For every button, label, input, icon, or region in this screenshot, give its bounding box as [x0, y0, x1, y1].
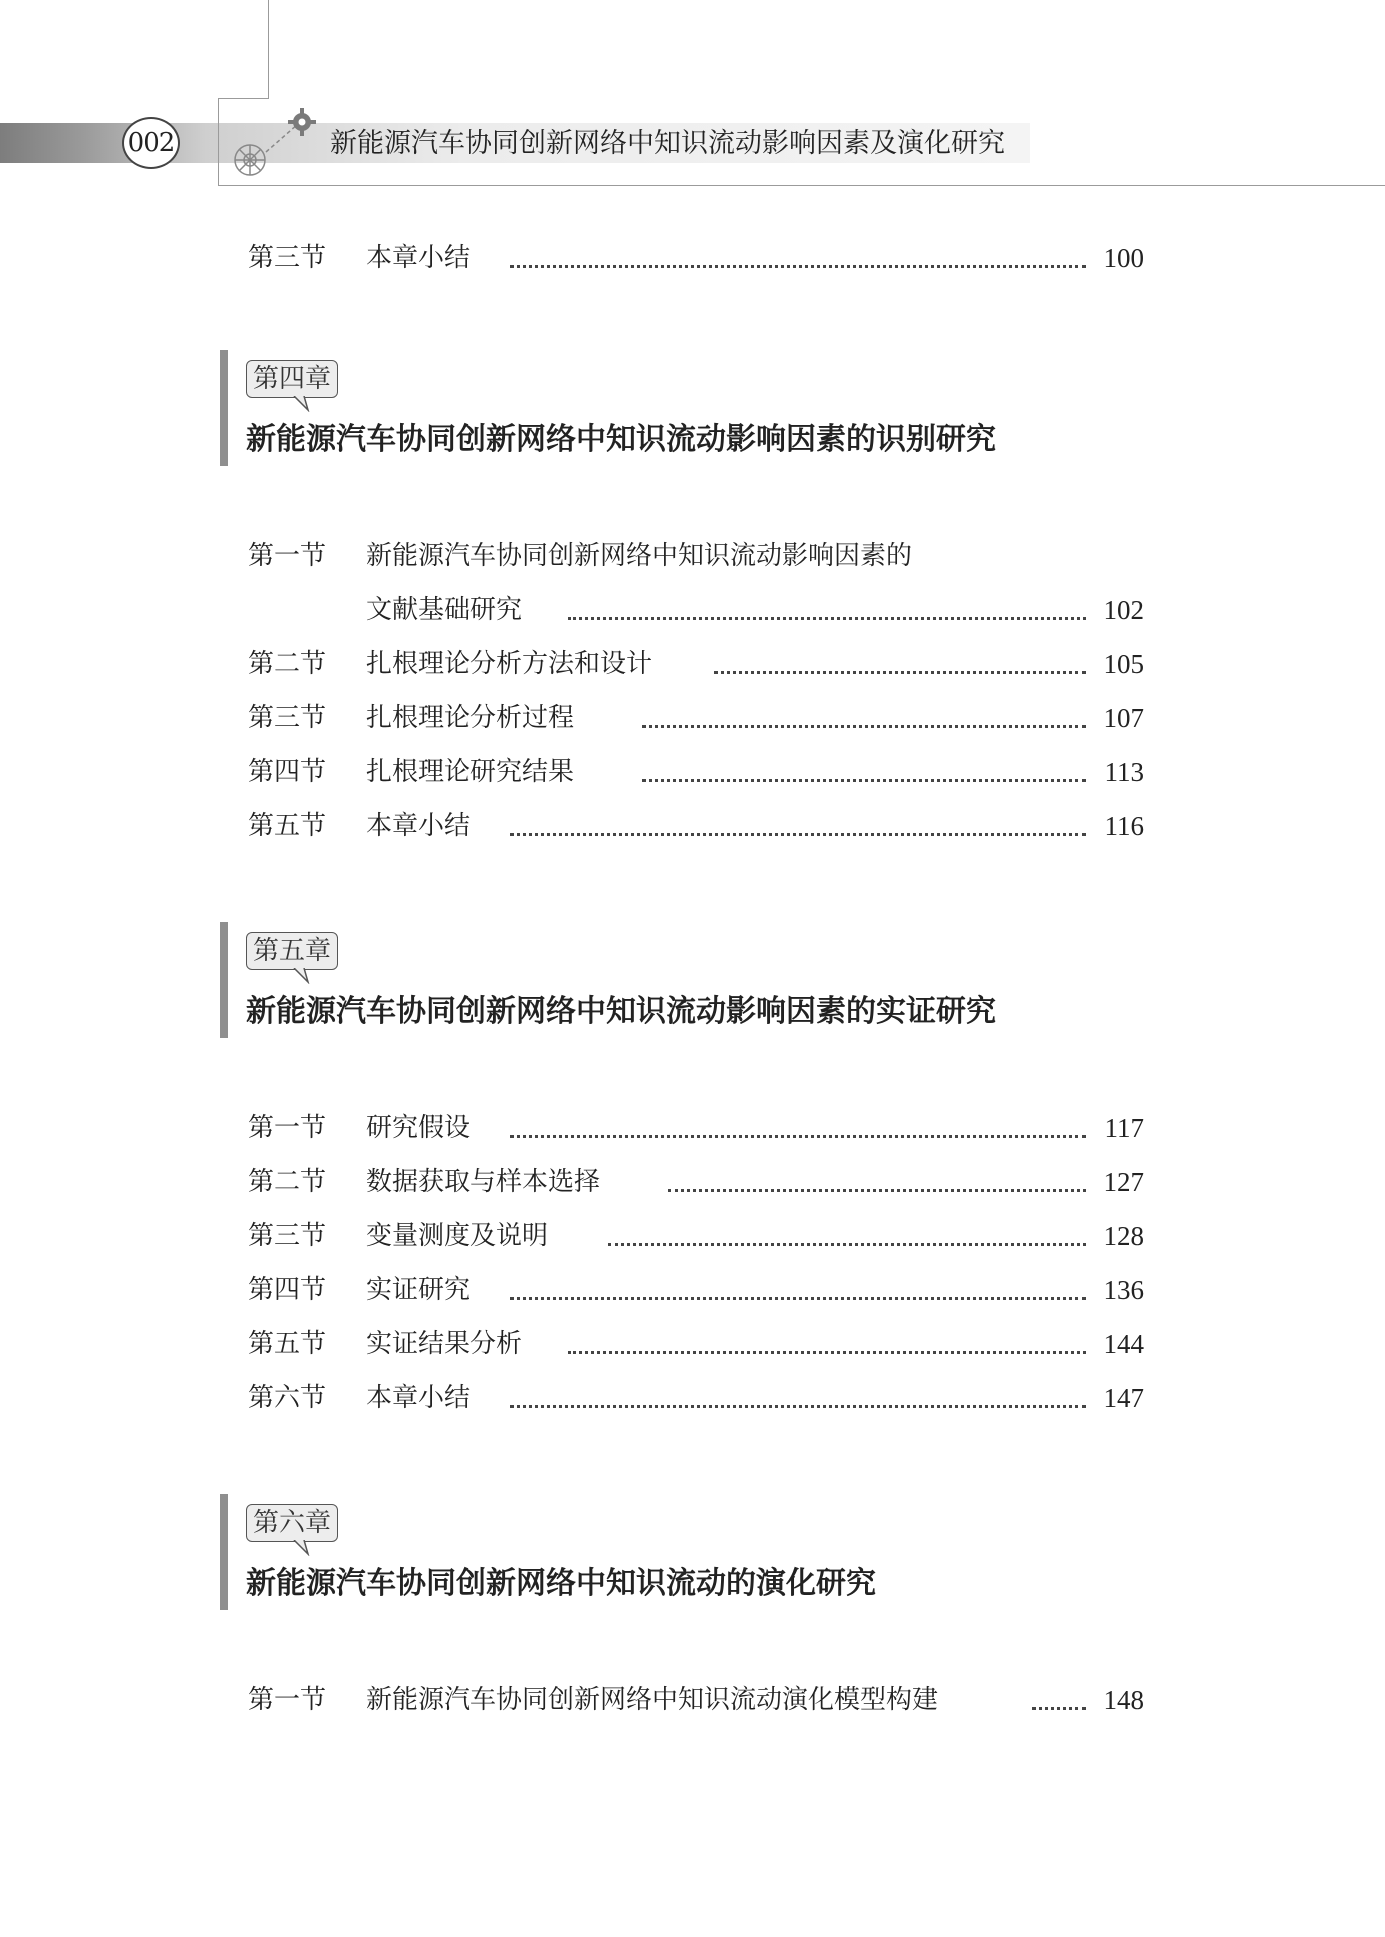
section-title: 本章小结 [366, 1383, 471, 1413]
section-title: 实证结果分析 [366, 1329, 523, 1359]
section-title: 新能源汽车协同创新网络中知识流动影响因素的 [366, 541, 913, 571]
dot-leader [668, 1189, 1086, 1192]
section-title: 数据获取与样本选择 [366, 1167, 601, 1197]
page-ref: 136 [1103, 1275, 1144, 1305]
page-ref: 113 [1104, 757, 1144, 787]
section-number: 第五节 [248, 811, 327, 841]
section-number: 第二节 [248, 1167, 327, 1197]
speech-bubble-tail-icon [292, 1540, 316, 1556]
dot-leader [642, 725, 1086, 728]
toc-entry[interactable] [248, 806, 1144, 846]
chapter-title: 新能源汽车协同创新网络中知识流动影响因素的实证研究 [246, 994, 996, 1029]
section-number: 第四节 [248, 757, 327, 787]
gear-wheel-icon [226, 108, 326, 184]
chapter-title: 新能源汽车协同创新网络中知识流动影响因素的识别研究 [246, 422, 996, 457]
section-title: 新能源汽车协同创新网络中知识流动演化模型构建 [366, 1685, 939, 1715]
speech-bubble-tail-icon [292, 968, 316, 984]
section-number: 第三节 [248, 1221, 327, 1251]
dot-leader [568, 1351, 1086, 1354]
toc-entry[interactable] [248, 1270, 1144, 1310]
page-ref: 147 [1103, 1383, 1144, 1413]
chapter-accent-bar [220, 1494, 228, 1610]
toc-entry[interactable] [248, 238, 1144, 278]
section-title: 变量测度及说明 [366, 1221, 549, 1251]
dot-leader [1032, 1707, 1086, 1710]
section-title: 实证研究 [366, 1275, 471, 1305]
chapter-label: 第五章 [246, 932, 338, 970]
header-frame-line [218, 98, 269, 99]
header-rule [218, 185, 1385, 186]
dot-leader [642, 779, 1086, 782]
section-number: 第一节 [248, 1685, 327, 1715]
dot-leader [510, 265, 1086, 268]
section-number: 第三节 [248, 243, 327, 273]
header-frame-line [218, 98, 219, 186]
page-ref: 128 [1103, 1221, 1144, 1251]
running-header-title: 新能源汽车协同创新网络中知识流动影响因素及演化研究 [330, 128, 1005, 159]
dot-leader [714, 671, 1086, 674]
toc-entry[interactable] [248, 1378, 1144, 1418]
toc-entry-continuation[interactable] [366, 590, 1144, 630]
toc-entry[interactable] [248, 752, 1144, 792]
dot-leader [510, 833, 1086, 836]
dot-leader [510, 1405, 1086, 1408]
page-number: 002 [122, 117, 180, 169]
chapter-accent-bar [220, 350, 228, 466]
section-number: 第六节 [248, 1383, 327, 1413]
speech-bubble-tail-icon [292, 396, 316, 412]
toc-entry[interactable] [248, 1162, 1144, 1202]
dot-leader [510, 1135, 1086, 1138]
toc-entry[interactable] [248, 698, 1144, 738]
section-title: 扎根理论分析过程 [366, 703, 575, 733]
page-ref: 105 [1103, 649, 1144, 679]
page-ref: 107 [1103, 703, 1144, 733]
page-ref: 144 [1103, 1329, 1144, 1359]
dot-leader [608, 1243, 1086, 1246]
toc-entry[interactable] [248, 1324, 1144, 1364]
toc-entry[interactable] [248, 1680, 1144, 1720]
page-ref: 127 [1103, 1167, 1144, 1197]
page-ref: 117 [1104, 1113, 1144, 1143]
section-title: 扎根理论研究结果 [366, 757, 575, 787]
chapter-title: 新能源汽车协同创新网络中知识流动的演化研究 [246, 1566, 876, 1601]
section-title: 本章小结 [366, 243, 471, 273]
section-number: 第二节 [248, 649, 327, 679]
toc-entry[interactable] [248, 1108, 1144, 1148]
section-title: 研究假设 [366, 1113, 471, 1143]
chapter-heading[interactable] [220, 1494, 1120, 1610]
chapter-heading[interactable] [220, 350, 1120, 466]
toc-entry[interactable] [248, 1216, 1144, 1256]
section-number: 第三节 [248, 703, 327, 733]
toc-entry[interactable] [248, 644, 1144, 684]
section-number: 第一节 [248, 541, 327, 571]
chapter-label: 第六章 [246, 1504, 338, 1542]
chapter-heading[interactable] [220, 922, 1120, 1038]
section-title: 扎根理论分析方法和设计 [366, 649, 653, 679]
page-ref: 102 [1103, 595, 1144, 625]
chapter-label: 第四章 [246, 360, 338, 398]
section-title-continued: 文献基础研究 [366, 595, 523, 625]
section-number: 第四节 [248, 1275, 327, 1305]
section-title: 本章小结 [366, 811, 471, 841]
section-number: 第五节 [248, 1329, 327, 1359]
page-ref: 116 [1104, 811, 1144, 841]
toc-entry[interactable] [248, 536, 1144, 576]
chapter-accent-bar [220, 922, 228, 1038]
section-number: 第一节 [248, 1113, 327, 1143]
page-ref: 148 [1103, 1685, 1144, 1715]
header-frame-line [268, 0, 269, 98]
dot-leader [510, 1297, 1086, 1300]
page-ref: 100 [1103, 243, 1144, 273]
dot-leader [568, 617, 1086, 620]
